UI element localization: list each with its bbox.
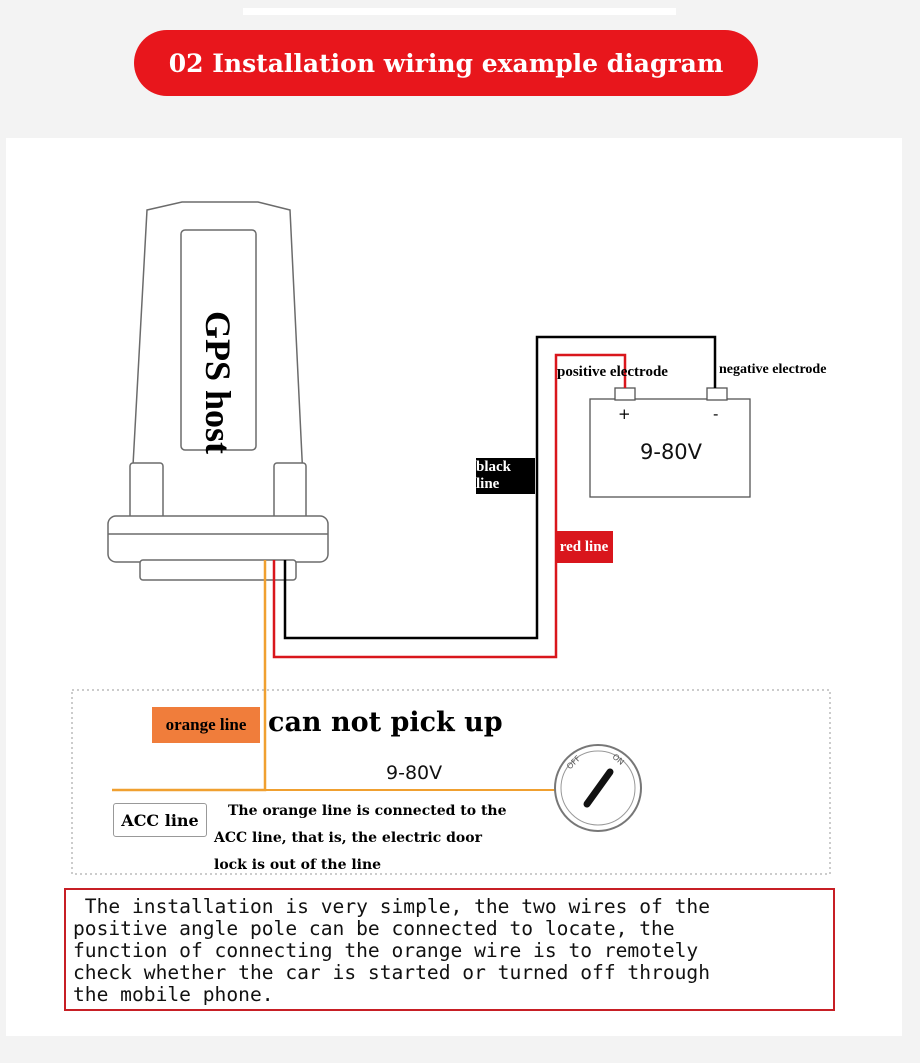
orange-wire <box>112 560 265 790</box>
page-title: 02 Installation wiring example diagram <box>168 48 724 78</box>
plus-symbol: + <box>618 405 631 423</box>
orange-line-note: can not pick up <box>268 707 503 738</box>
black-line-tag: black line <box>476 458 535 494</box>
acc-note <box>214 798 554 879</box>
ignition-key-icon <box>555 745 641 831</box>
negative-electrode-label: negative electrode <box>719 362 827 377</box>
minus-symbol: - <box>713 405 719 423</box>
note-line-1: The installation is very simple, the two wires of the <box>73 895 711 918</box>
note-line-5: the mobile phone. <box>73 983 274 1006</box>
red-wire <box>274 355 625 657</box>
gps-host-right-tab <box>274 463 306 523</box>
acc-note-line-3: lock is out of the line <box>214 857 382 873</box>
acc-line-tag: ACC line <box>113 803 207 837</box>
red-line-tag: red line <box>555 531 613 563</box>
orange-line-tag: orange line <box>152 707 260 743</box>
gps-host-left-tab <box>130 463 163 523</box>
gps-host-base <box>108 516 328 562</box>
acc-note-line-2: ACC line, that is, the electric door <box>214 830 482 846</box>
key-on-label: ON <box>610 752 626 767</box>
gps-host-connector <box>140 560 296 580</box>
note-line-2: positive angle pole can be connected to locate, the <box>73 917 675 940</box>
gps-host-label: GPS host <box>198 311 238 455</box>
note-line-3: function of connecting the orange wire is to remotely <box>73 939 699 962</box>
note-line-4: check whether the car is started or turned off through <box>73 961 711 984</box>
acc-voltage: 9-80V <box>386 762 443 784</box>
battery-positive-terminal <box>615 388 635 400</box>
key-off-label: OFF <box>565 753 583 772</box>
battery-negative-terminal <box>707 388 727 400</box>
acc-note-line-1: The orange line is connected to the <box>228 803 507 819</box>
battery-voltage: 9-80V <box>640 440 703 464</box>
positive-electrode-label: positive electrode <box>557 364 668 380</box>
installation-note <box>64 888 835 1011</box>
